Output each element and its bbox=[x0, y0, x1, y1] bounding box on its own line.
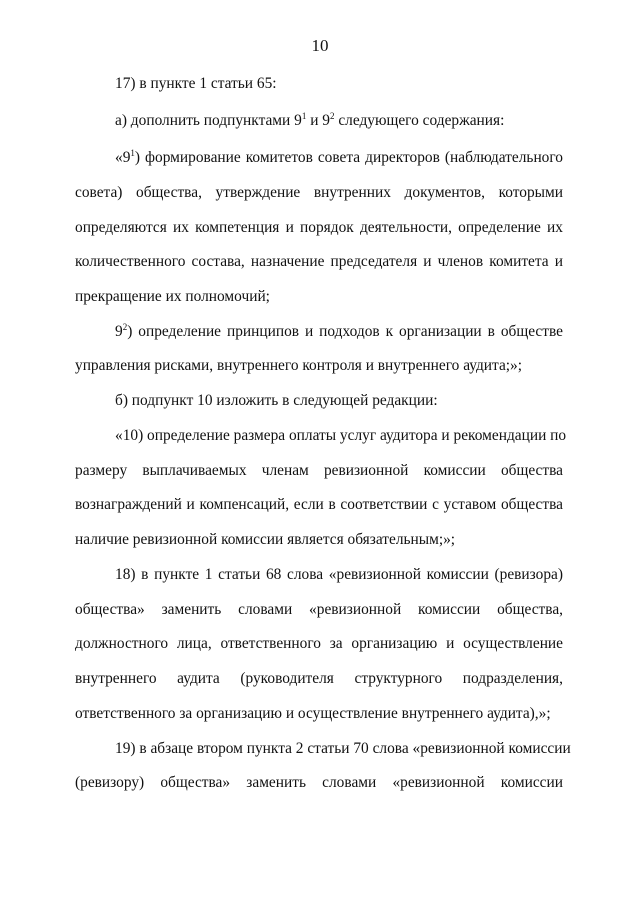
quote-10-line-3: вознаграждений и компенсаций, если в соответствии с уставом общества bbox=[75, 496, 563, 513]
quote-10-line-2: размеру выплачиваемых членам ревизионной комиссии общества bbox=[75, 462, 563, 479]
quote-10-line-4: наличие ревизионной комиссии является обязательным;»; bbox=[75, 531, 456, 548]
quote-9-1-line-3: определяются их компетенция и порядок деятельности, определение их bbox=[75, 219, 563, 236]
item-19-line-1: 19) в абзаце втором пункта 2 статьи 70 слова «ревизионной комиссии bbox=[115, 740, 571, 757]
quote-9-2-line-2: управления рисками, внутреннего контроля и внутреннего аудита;»; bbox=[75, 357, 523, 374]
quote-9-1-line-5: прекращение их полномочий; bbox=[75, 288, 270, 305]
item-18-line-3: должностного лица, ответственного за организацию и осуществление bbox=[75, 635, 563, 652]
quote-9-2-open: 9 bbox=[115, 323, 123, 340]
subitem-a-text-1: а) дополнить подпунктами 9 bbox=[115, 112, 302, 129]
quote-9-1-open: «9 bbox=[115, 149, 131, 166]
item-19-line-2: (ревизору) общества» заменить словами «ревизионной комиссии bbox=[75, 774, 563, 791]
quote-10-line-1: «10) определение размера оплаты услуг аудитора и рекомендации по bbox=[115, 427, 567, 444]
item-18-line-5: ответственного за организацию и осуществление внутреннего аудита),»; bbox=[75, 705, 551, 722]
quote-9-1-line-2: совета) общества, утверждение внутренних документов, которыми bbox=[75, 184, 563, 201]
superscript-2: 2 bbox=[329, 111, 335, 121]
item-18-line-1: 18) в пункте 1 статьи 68 слова «ревизионной комиссии (ревизора) bbox=[115, 566, 563, 583]
item-18-line-2: общества» заменить словами «ревизионной комиссии общества, bbox=[75, 601, 563, 618]
item-18-line-4: внутреннего аудита (руководителя структурного подразделения, bbox=[75, 670, 563, 687]
quote-9-1-line-1 bbox=[115, 148, 563, 168]
quote-9-2-line-1 bbox=[115, 322, 563, 342]
item-17-heading: 17) в пункте 1 статьи 65: bbox=[115, 75, 277, 92]
subitem-a-text-2: и 9 bbox=[306, 112, 330, 129]
subitem-a-text-3: следующего содержания: bbox=[334, 112, 505, 129]
superscript-2: 2 bbox=[122, 322, 128, 332]
subitem-a bbox=[115, 111, 563, 131]
subitem-b: б) подпункт 10 изложить в следующей редакции: bbox=[115, 392, 438, 409]
quote-9-1-line-4: количественного состава, назначение председателя и членов комитета и bbox=[75, 253, 563, 270]
quote-9-2-text: ) определение принципов и подходов к организации в обществе bbox=[127, 323, 563, 340]
superscript-1: 1 bbox=[301, 111, 307, 121]
quote-9-1-text: ) формирование комитетов совета директоров (наблюдательного bbox=[134, 149, 563, 166]
superscript-1: 1 bbox=[130, 148, 135, 158]
page-number: 10 bbox=[311, 36, 329, 55]
